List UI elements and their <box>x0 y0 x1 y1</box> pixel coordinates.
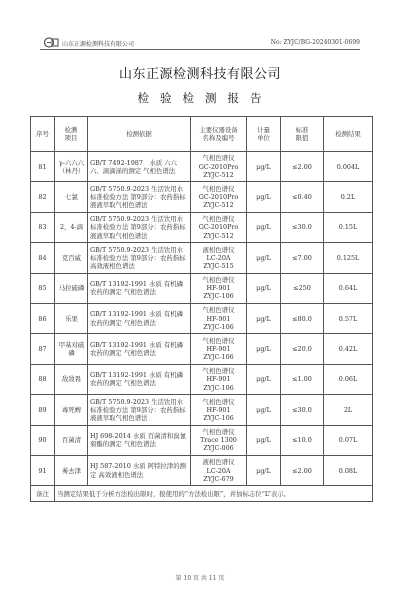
cell-item: 莠去津 <box>55 455 88 485</box>
cell-item: 七氯 <box>55 182 88 212</box>
company-title: 山东正源检测科技有限公司 <box>118 67 281 82</box>
table-row <box>31 455 373 485</box>
cell-basis: GB/T 7492-1987 水质 六六六、滴滴涕的测定 气相色谱法 <box>88 152 191 182</box>
cell-basis: GB/T 13192-1991 水质 有机磷农药的测定 气相色谱法 <box>88 334 191 364</box>
cell-limit: ≤20.0 <box>281 334 324 364</box>
header-col-result: 检测结果 <box>324 117 373 152</box>
cell-no: 86 <box>31 303 55 333</box>
cell-instrument: 气相色谱仪 HF-901 ZYJC-106 <box>191 273 247 303</box>
report-title: 检验检测报告 <box>137 91 273 105</box>
table-header-row <box>31 117 373 152</box>
cell-limit: ≤30.0 <box>281 395 324 425</box>
cell-result: 2L <box>324 395 373 425</box>
cell-instrument: 气相色谱仪 Trace 1300 ZYJC-006 <box>191 425 247 455</box>
cell-result: 0.42L <box>324 334 373 364</box>
cell-no: 81 <box>31 152 55 182</box>
cell-unit: μg/L <box>247 273 281 303</box>
company-logo-icon <box>44 37 60 48</box>
table-row <box>31 152 373 182</box>
cell-result: 0.57L <box>324 303 373 333</box>
cell-unit: μg/L <box>247 243 281 273</box>
table-row <box>31 273 373 303</box>
cell-basis: HJ 698-2014 水质 百菌清和溴氰菊酯的测定 气相色谱法 <box>88 425 191 455</box>
table-row <box>31 243 373 273</box>
cell-basis: GB/T 5750.9-2023 生活饮用水标准检验方法 第9部分：农药指标 高效液相色谱法 <box>88 243 191 273</box>
cell-item: 敌敌畏 <box>55 364 88 394</box>
table-row <box>31 334 373 364</box>
cell-item: 甲基对硫磷 <box>55 334 88 364</box>
cell-limit: ≤10.0 <box>281 425 324 455</box>
cell-limit: ≤30.0 <box>281 212 324 242</box>
cell-no: 87 <box>31 334 55 364</box>
cell-no: 85 <box>31 273 55 303</box>
table-row <box>31 303 373 333</box>
cell-basis: HJ 587-2010 水质 阿特拉津的测定 高效液相色谱法 <box>88 455 191 485</box>
note-label: 备注 <box>31 486 55 502</box>
report-number: No: ZYJC/BG-20240301-0699 <box>270 39 360 46</box>
note-text: 当测定结果低于分析方法检出限时，报使用的“方法检出限”，并加标志位“L”表示。 <box>55 486 373 502</box>
cell-item: 马拉硫磷 <box>55 273 88 303</box>
header-col-limit: 标准 限值 <box>281 117 324 152</box>
table-row <box>31 364 373 394</box>
cell-result: 0.07L <box>324 425 373 455</box>
cell-instrument: 气相色谱仪 HF-901 ZYJC-106 <box>191 364 247 394</box>
cell-result: 0.06L <box>324 364 373 394</box>
cell-instrument: 气相色谱仪 HF-901 ZYJC-106 <box>191 395 247 425</box>
header-divider <box>40 49 360 50</box>
cell-result: 0.64L <box>324 273 373 303</box>
header-col-unit: 计量 单位 <box>247 117 281 152</box>
table-row <box>31 182 373 212</box>
cell-no: 82 <box>31 182 55 212</box>
cell-instrument: 气相色谱仪 GC-2010Pro ZYJC-512 <box>191 182 247 212</box>
cell-limit: ≤0.40 <box>281 182 324 212</box>
cell-result: 0.125L <box>324 243 373 273</box>
cell-item: 百菌清 <box>55 425 88 455</box>
cell-unit: μg/L <box>247 182 281 212</box>
cell-no: 88 <box>31 364 55 394</box>
cell-no: 83 <box>31 212 55 242</box>
cell-item: γ-六六六（林丹） <box>55 152 88 182</box>
cell-basis: GB/T 5750.9-2023 生活饮用水标准检验方法 第9部分：农药指标 液液萃取气相色谱法 <box>88 212 191 242</box>
cell-instrument: 气相色谱仪 HF-901 ZYJC-106 <box>191 303 247 333</box>
cell-no: 84 <box>31 243 55 273</box>
cell-unit: μg/L <box>247 303 281 333</box>
results-table <box>30 116 373 502</box>
cell-result: 0.2L <box>324 182 373 212</box>
cell-no: 91 <box>31 455 55 485</box>
cell-limit: ≤2.00 <box>281 152 324 182</box>
header-col-item: 检测 项目 <box>55 117 88 152</box>
cell-unit: μg/L <box>247 152 281 182</box>
cell-basis: GB/T 13192-1991 水质 有机磷农药的测定 气相色谱法 <box>88 273 191 303</box>
note-row <box>31 486 373 502</box>
cell-item: 乐果 <box>55 303 88 333</box>
cell-limit: ≤80.0 <box>281 303 324 333</box>
cell-unit: μg/L <box>247 425 281 455</box>
cell-instrument: 液相色谱仪 LC-20A ZYJC-515 <box>191 243 247 273</box>
cell-unit: μg/L <box>247 334 281 364</box>
table-row <box>31 425 373 455</box>
cell-no: 90 <box>31 425 55 455</box>
cell-instrument: 气相色谱仪 GC-2010Pro ZYJC-512 <box>191 152 247 182</box>
cell-result: 0.004L <box>324 152 373 182</box>
table-row <box>31 395 373 425</box>
cell-instrument: 气相色谱仪 HF-901 ZYJC-106 <box>191 334 247 364</box>
header-company: 山东正源检测科技有限公司 <box>62 41 135 48</box>
cell-limit: ≤2.00 <box>281 455 324 485</box>
cell-result: 0.08L <box>324 455 373 485</box>
header-col-no: 序号 <box>31 117 55 152</box>
page-number: 第 10 页 共 11 页 <box>175 575 225 582</box>
cell-basis: GB/T 5750.9-2023 生活饮用水标准检验方法 第9部分：农药指标 液液萃取气相色谱法 <box>88 182 191 212</box>
cell-instrument: 气相色谱仪 GC-2010Pro ZYJC-512 <box>191 212 247 242</box>
cell-basis: GB/T 5750.9-2023 生活饮用水标准检验方法 第9部分：农药指标 液液萃取气相色谱法 <box>88 395 191 425</box>
cell-basis: GB/T 13192-1991 水质 有机磷农药的测定 气相色谱法 <box>88 364 191 394</box>
cell-basis: GB/T 13192-1991 水质 有机磷农药的测定 气相色谱法 <box>88 303 191 333</box>
cell-unit: μg/L <box>247 364 281 394</box>
table-body <box>31 152 373 502</box>
header-col-basis: 检测依据 <box>88 117 191 152</box>
cell-limit: ≤7.00 <box>281 243 324 273</box>
cell-limit: ≤250 <box>281 273 324 303</box>
cell-no: 89 <box>31 395 55 425</box>
cell-limit: ≤1.00 <box>281 364 324 394</box>
cell-item: 克百威 <box>55 243 88 273</box>
table-row <box>31 212 373 242</box>
cell-instrument: 液相色谱仪 LC-20A ZYJC-679 <box>191 455 247 485</box>
cell-item: 2，4-滴 <box>55 212 88 242</box>
cell-item: 毒死蜱 <box>55 395 88 425</box>
cell-result: 0.15L <box>324 212 373 242</box>
cell-unit: μg/L <box>247 212 281 242</box>
header-col-instrument: 主要仪器设备 名称及编号 <box>191 117 247 152</box>
cell-unit: μg/L <box>247 455 281 485</box>
cell-unit: μg/L <box>247 395 281 425</box>
